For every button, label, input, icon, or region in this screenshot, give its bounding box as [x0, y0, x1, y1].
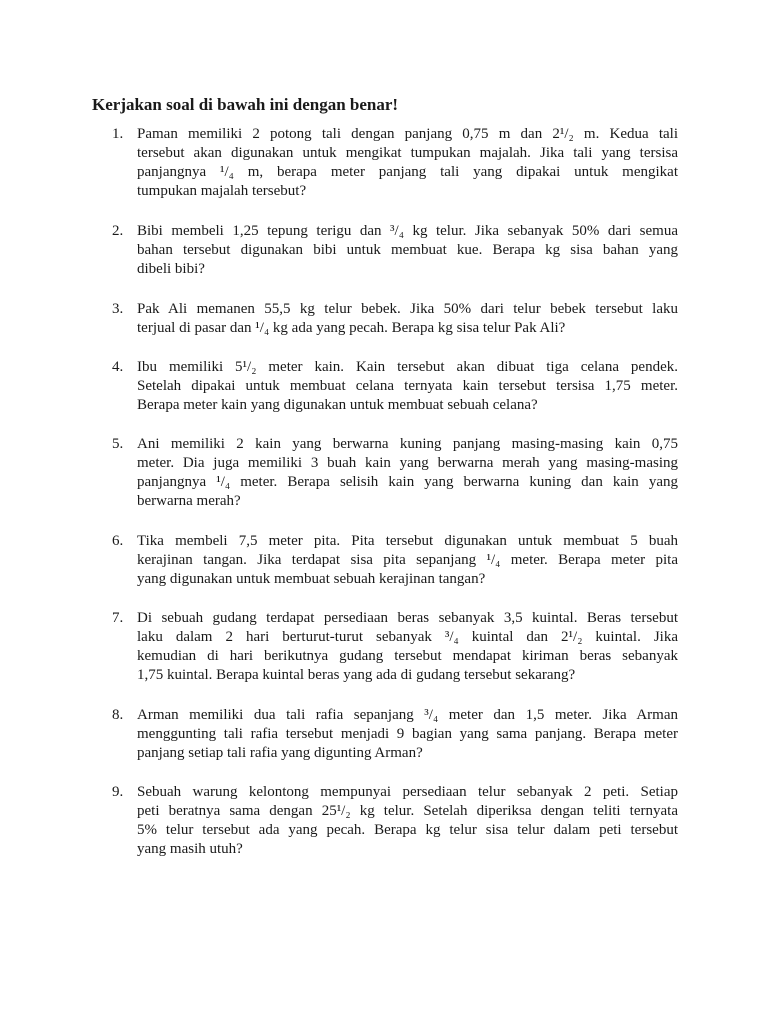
question-line: kemudian di hari berikutnya gudang tersebut mendapat kiriman beras sebanyak	[137, 648, 678, 664]
question-line: Di sebuah gudang terdapat persediaan beras sebanyak 3,5 kuintal. Beras tersebut	[137, 610, 678, 626]
question-number: 4.	[112, 359, 124, 375]
question-number: 7.	[112, 610, 124, 626]
question-line: panjang setiap tali rafia yang digunting Arman?	[137, 745, 423, 761]
question-line: menggunting tali rafia tersebut menjadi 9 bagian yang sama panjang. Berapa meter	[137, 726, 678, 742]
question-number: 1.	[112, 126, 124, 142]
question-line: yang masih utuh?	[137, 841, 243, 857]
question-line: berwarna merah?	[137, 493, 241, 509]
question-line: kerajinan tangan. Jika terdapat sisa pita sepanjang ¹/₄ meter. Berapa meter pita	[137, 552, 678, 568]
question-line: 1,75 kuintal. Berapa kuintal beras yang ada di gudang tersebut sekarang?	[137, 667, 576, 683]
question-line: panjangnya ¹/₄ meter. Berapa selisih kain yang berwarna kuning dan kain yang	[137, 474, 678, 490]
question-line: terjual di pasar dan ¹/₄ kg ada yang pecah. Berapa kg sisa telur Pak Ali?	[137, 320, 566, 336]
question-line: Bibi membeli 1,25 tepung terigu dan ³/₄ kg telur. Jika sebanyak 50% dari semua	[137, 223, 678, 239]
question-line: Setelah dipakai untuk membuat celana ternyata kain tersebut tersisa 1,75 meter.	[137, 378, 678, 394]
question-line: peti beratnya sama dengan 25¹/₂ kg telur. Setelah diperiksa dengan teliti ternyata	[137, 803, 678, 819]
question-number: 3.	[112, 301, 124, 317]
question-line: dibeli bibi?	[137, 261, 205, 277]
question-line: 5% telur tersebut ada yang pecah. Berapa kg telur sisa telur dalam peti tersebut	[137, 822, 678, 838]
question-line: Ibu memiliki 5¹/₂ meter kain. Kain tersebut akan dibuat tiga celana pendek.	[137, 359, 678, 375]
question-line: Arman memiliki dua tali rafia sepanjang ³/₄ meter dan 1,5 meter. Jika Arman	[137, 707, 678, 723]
question-line: yang digunakan untuk membuat sebuah kerajinan tangan?	[137, 571, 486, 587]
question-line: panjangnya ¹/₄ m, berapa meter panjang tali yang dipakai untuk mengikat	[137, 164, 678, 180]
question-line: Pak Ali memanen 55,5 kg telur bebek. Jika 50% dari telur bebek tersebut laku	[137, 301, 678, 317]
question-line: Tika membeli 7,5 meter pita. Pita tersebut digunakan untuk membuat 5 buah	[137, 533, 678, 549]
question-line: Paman memiliki 2 potong tali dengan panjang 0,75 m dan 2¹/₂ m. Kedua tali	[137, 126, 678, 142]
question-number: 2.	[112, 223, 124, 239]
question-number: 6.	[112, 533, 124, 549]
question-line: meter. Dia juga memiliki 3 buah kain yang berwarna merah yang masing-masing	[137, 455, 678, 471]
question-line: Ani memiliki 2 kain yang berwarna kuning panjang masing-masing kain 0,75	[137, 436, 678, 452]
question-number: 8.	[112, 707, 124, 723]
question-number: 9.	[112, 784, 124, 800]
question-line: Sebuah warung kelontong mempunyai persediaan telur sebanyak 2 peti. Setiap	[137, 784, 678, 800]
page-heading: Kerjakan soal di bawah ini dengan benar!	[92, 95, 399, 114]
question-line: tersebut akan digunakan untuk mengikat tumpukan majalah. Jika tali yang tersisa	[137, 145, 678, 161]
question-line: bahan tersebut digunakan bibi untuk membuat kue. Berapa kg sisa bahan yang	[137, 242, 678, 258]
question-number: 5.	[112, 436, 124, 452]
question-line: Berapa meter kain yang digunakan untuk membuat sebuah celana?	[137, 397, 538, 413]
question-line: tumpukan majalah tersebut?	[137, 183, 307, 199]
question-line: laku dalam 2 hari berturut-turut sebanyak ³/₄ kuintal dan 2¹/₂ kuintal. Jika	[137, 629, 678, 645]
